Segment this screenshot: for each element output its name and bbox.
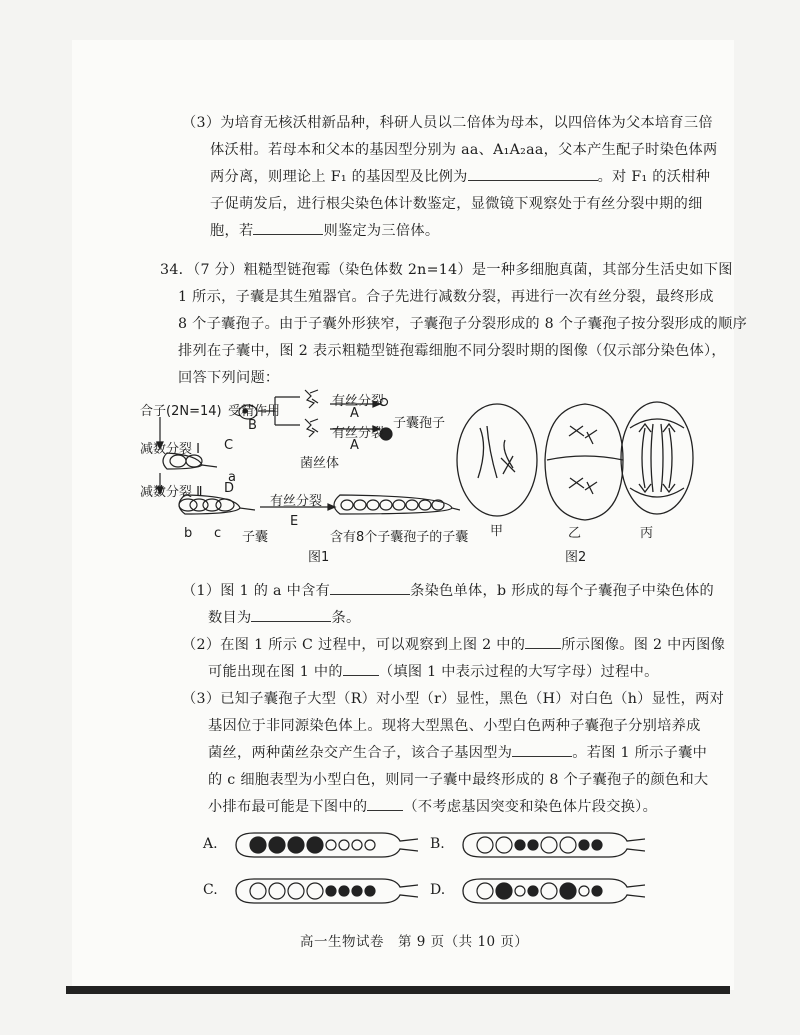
scan-edge <box>66 986 730 994</box>
fig1-E-label: E <box>290 514 299 529</box>
option-A-label[interactable]: A. <box>203 836 218 852</box>
ascospore-small-black <box>326 886 336 896</box>
ascospore-large-white <box>560 837 576 853</box>
q33-3-line4: 子促萌发后，进行根尖染色体计数鉴定，显微镜下观察处于有丝分裂中期的细 <box>210 196 703 212</box>
sub3-line3: 菌丝，两种菌丝杂交产生合子，该合子基因型为 。若图 1 所示子囊中 <box>208 740 707 768</box>
option-A-ascus[interactable] <box>228 830 418 860</box>
answer-blank[interactable] <box>343 659 379 676</box>
fig1-D-label: D <box>224 481 235 496</box>
ascospore-large-white <box>541 883 557 899</box>
option-C-ascus[interactable] <box>228 876 418 906</box>
fig1-mitosis3-label: 有丝分裂 <box>270 494 323 509</box>
figure-2-diagram <box>455 398 695 528</box>
fig1-A2-label: A <box>350 438 359 453</box>
ascospore-large-white <box>477 837 493 853</box>
fig1-C-label: C <box>224 438 234 453</box>
fig1-mitosis2-label: 有丝分裂 <box>332 426 385 441</box>
ascospore-small-white <box>515 886 525 896</box>
ascospore-small-black <box>592 840 602 850</box>
ascospore-large-black <box>250 837 266 853</box>
answer-blank[interactable] <box>253 218 323 235</box>
ascospore-large-black <box>496 883 512 899</box>
fig2-caption: 图2 <box>565 550 587 565</box>
fig1-ascus8-label: 含有8个子囊孢子的子囊 <box>330 530 469 545</box>
ascospore-small-black <box>579 840 589 850</box>
ascospore-large-white <box>288 883 304 899</box>
ascospore-small-white <box>352 840 362 850</box>
option-B-ascus[interactable] <box>455 830 645 860</box>
fig1-caption: 图1 <box>308 550 330 565</box>
fig2-jia-label: 甲 <box>490 524 504 539</box>
q33-3-line5: 胞，若 则鉴定为三倍体。 <box>210 218 439 246</box>
answer-blank[interactable] <box>330 578 410 595</box>
fig1-meiosis2-label: 减数分裂 Ⅱ <box>140 485 203 500</box>
q34-line1: 34．（7 分）粗糙型链孢霉（染色体数 2n=14）是一种多细胞真菌，其部分生活史如下图 <box>160 262 733 278</box>
answer-blank[interactable] <box>512 740 572 757</box>
ascospore-large-white <box>250 883 266 899</box>
fig2-yi-label: 乙 <box>568 526 582 541</box>
fig1-c-label: c <box>214 526 222 541</box>
ascospore-small-black <box>365 886 375 896</box>
ascospore-large-black <box>269 837 285 853</box>
fig1-meiosis1-label: 减数分裂 Ⅰ <box>140 442 200 457</box>
ascospore-large-white <box>307 883 323 899</box>
q34-line3: 8 个子囊孢子。由于子囊外形狭窄，子囊孢子分裂形成的 8 个子囊孢子按分裂形成的顺序 <box>178 316 748 332</box>
q34-line2: 1 所示，子囊是其生殖器官。合子先进行减数分裂，再进行一次有丝分裂，最终形成 <box>178 289 714 305</box>
ascospore-large-black <box>560 883 576 899</box>
fig1-a-label: a <box>228 470 236 485</box>
ascospore-large-white <box>496 837 512 853</box>
ascospore-small-black <box>515 840 525 850</box>
ascospore-small-black <box>352 886 362 896</box>
q33-3-line1: （3）为培育无核沃柑新品种，科研人员以二倍体为母本，以四倍体为父本培育三倍 <box>182 115 713 131</box>
sub1-line1: （1）图 1 的 a 中含有 条染色单体，b 形成的每个子囊孢子中染色体的 <box>182 578 714 606</box>
fig1-A1-label: A <box>350 406 359 421</box>
ascospore-large-white <box>477 883 493 899</box>
fig1-fertilization-label: 受精作用 <box>228 404 281 419</box>
sub3-line1: （3）已知子囊孢子大型（R）对小型（r）显性，黑色（H）对白色（h）显性，两对 <box>182 691 725 707</box>
answer-blank[interactable] <box>468 164 598 181</box>
fig1-ascospore-label: 子囊孢子 <box>393 416 446 431</box>
answer-blank[interactable] <box>367 794 403 811</box>
page-footer: 高一生物试卷 第 9 页（共 10 页） <box>300 934 529 950</box>
fig1-mitosis1-label: 有丝分裂 <box>332 394 385 409</box>
ascospore-large-black <box>307 837 323 853</box>
ascospore-small-white <box>339 840 349 850</box>
ascospore-small-black <box>339 886 349 896</box>
ascospore-small-white <box>365 840 375 850</box>
sub1-line2: 数目为 条。 <box>208 605 360 633</box>
answer-blank[interactable] <box>251 605 331 622</box>
option-B-label[interactable]: B. <box>430 836 445 852</box>
ascospore-small-black <box>592 886 602 896</box>
sub3-line4: 的 c 细胞表型为小型白色，则同一子囊中最终形成的 8 个子囊孢子的颜色和大 <box>208 772 709 788</box>
fig1-zygote-label: 合子(2N=14) <box>140 404 222 419</box>
answer-blank[interactable] <box>525 632 561 649</box>
fig1-B-label: B <box>248 418 257 433</box>
q33-3-line3: 两分离，则理论上 F₁ 的基因型及比例为 。对 F₁ 的沃柑种 <box>210 164 710 192</box>
ascospore-small-black <box>528 886 538 896</box>
option-D-label[interactable]: D. <box>430 882 446 898</box>
sub2-line2: 可能出现在图 1 中的 （填图 1 中表示过程的大写字母）过程中。 <box>208 659 659 687</box>
ascospore-small-white <box>579 886 589 896</box>
ascospore-large-white <box>541 837 557 853</box>
option-D-ascus[interactable] <box>455 876 645 906</box>
option-C-label[interactable]: C. <box>203 882 218 898</box>
fig1-mycelium-label: 菌丝体 <box>300 456 340 471</box>
sub2-line1: （2）在图 1 所示 C 过程中，可以观察到上图 2 中的 所示图像。图 2 中丙图像 <box>182 632 725 660</box>
sub3-line5: 小排布最可能是下图中的 （不考虑基因突变和染色体片段交换）。 <box>208 794 657 822</box>
ascospore-large-black <box>288 837 304 853</box>
q33-3-line2: 体沃柑。若母本和父本的基因型分别为 aa、A₁A₂aa，父本产生配子时染色体两 <box>210 142 718 158</box>
ascospore-large-white <box>269 883 285 899</box>
sub3-line2: 基因位于非同源染色体上。现将大型黑色、小型白色两种子囊孢子分别培养成 <box>208 718 701 734</box>
q34-line5: 回答下列问题： <box>178 370 280 386</box>
q34-line4: 排列在子囊中，图 2 表示粗糙型链孢霉细胞不同分裂时期的图像（仅示部分染色体）， <box>178 343 726 359</box>
ascospore-small-white <box>326 840 336 850</box>
fig2-bing-label: 丙 <box>640 526 654 541</box>
fig1-b-label: b <box>184 526 193 541</box>
ascospore-small-black <box>528 840 538 850</box>
fig1-ascus-label: 子囊 <box>242 530 269 545</box>
